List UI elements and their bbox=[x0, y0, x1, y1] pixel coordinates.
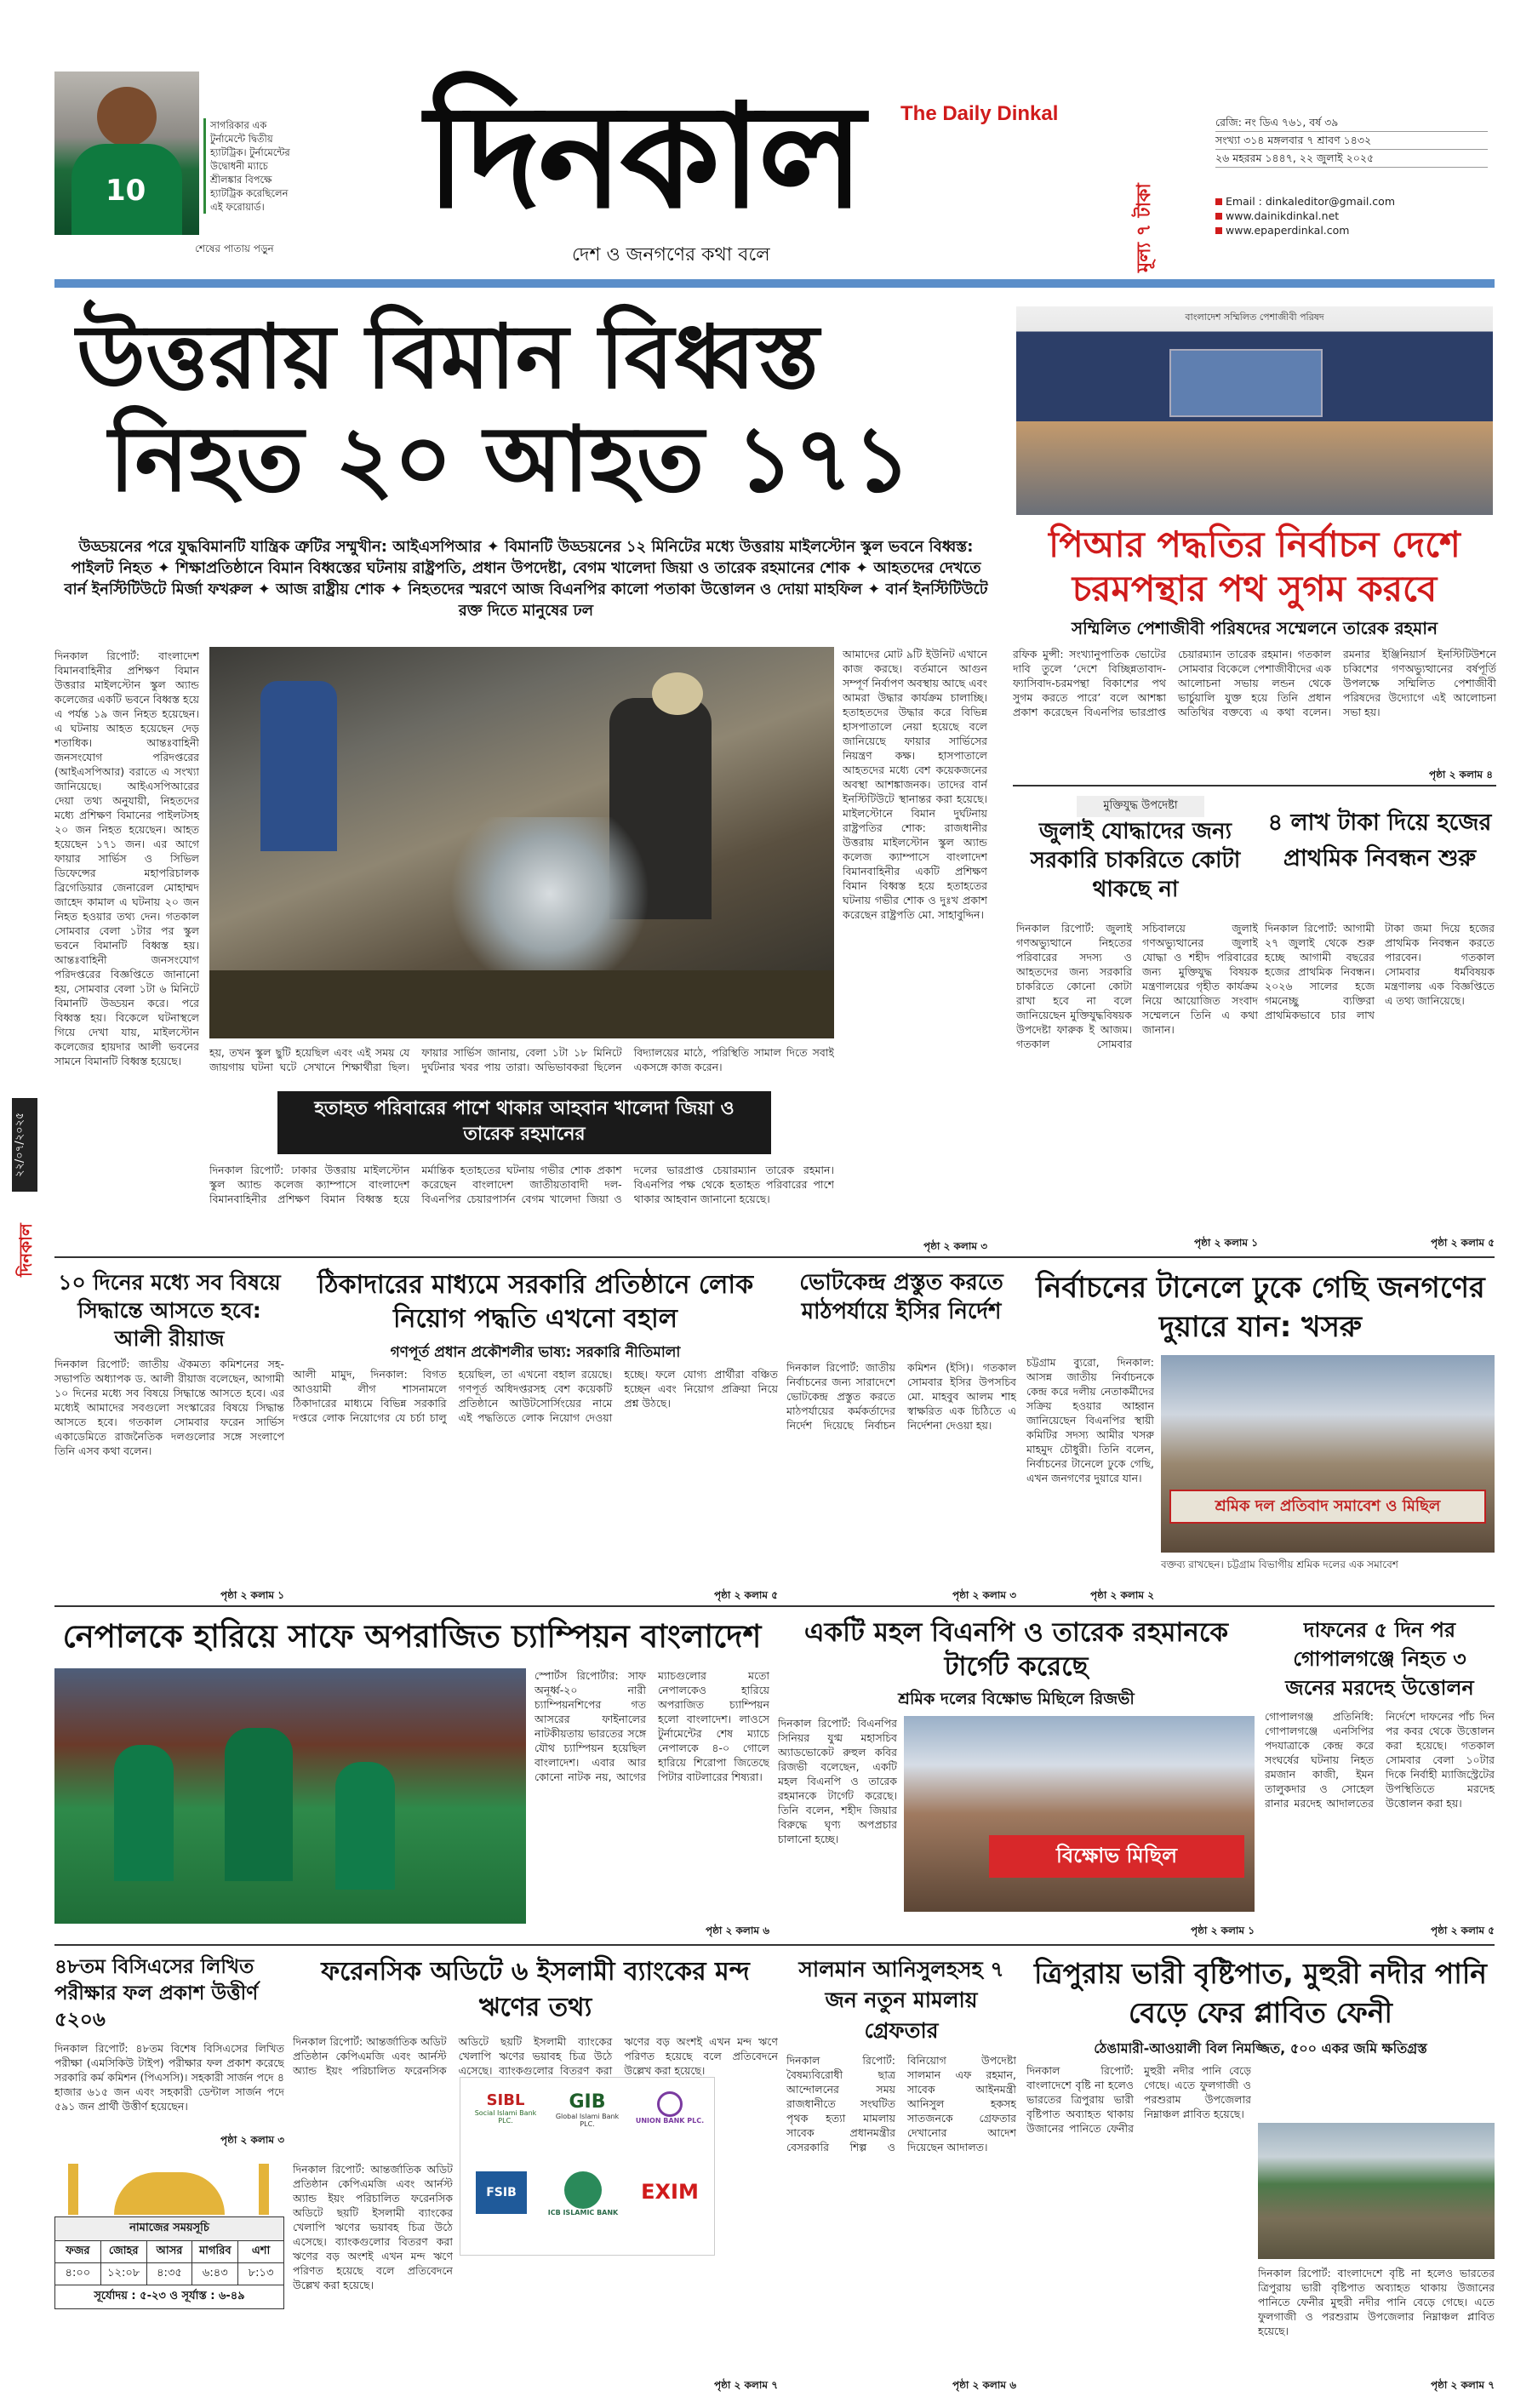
protest-photo bbox=[904, 1716, 1255, 1912]
union-logo[interactable] bbox=[631, 2091, 709, 2142]
flood-photo bbox=[1258, 2123, 1495, 2259]
prayer-table bbox=[54, 2216, 284, 2309]
july-kicker: মুক্তিযুদ্ধ উপদেষ্টা bbox=[1077, 796, 1204, 817]
tripura-subhead: ঠেঙামারী-আওয়ালী বিল নিমজ্জিত, ৫০০ একর জমি ক্ষতিগ্রস্ত bbox=[1094, 2040, 1427, 2056]
ali-headline: ১০ দিনের মধ্যে সব বিষয়ে সিদ্ধান্তে আসতে হবে: আলী রীয়াজ bbox=[58, 1270, 281, 1351]
contract-body: আলী মামুদ, দিনকাল: বিগত আওয়ামী লীগ শাসনামলে ঠিকাদারের মাধ্যমে বিভিন্ন সরকারি দপ্তরে লোক নিয়োগের যে চর্চা চালু হয়েছিল, তা এখনো বহাল রয়েছে। গণপূর্ত অধিদপ্তরসহ বেশ কয়েকটি প্রতিষ্ঠানে আউটসোর্সিংয়ের নামে এই পদ্ধতিতে লোক নিয়োগ দেওয়া হচ্ছে। ফলে যোগ্য প্রার্থীরা বঞ্চিত হচ্ছেন এবং নিয়োগ প্রক্রিয়া নিয়ে প্রশ্ন উঠছে। bbox=[293, 1368, 778, 1424]
sidebar-date: ২২/০৭/২০২৫ bbox=[12, 1098, 37, 1192]
july-headline: জুলাই যোদ্ধাদের জন্য সরকারি চাকরিতে কোটা থাকছে না bbox=[1030, 819, 1241, 902]
ali-body: দিনকাল রিপোর্ট: জাতীয় ঐকমত্য কমিশনের সহ-সভাপতি অধ্যাপক ড. আলী রীয়াজ বলেছেন, আগামী ১০ দিনের মধ্যে সব বিষয়ে সিদ্ধান্তে আসতে হবে। এর মধ্যেই আমাদের সবগুলো সংস্কারের বিষয়ে সিদ্ধান্ত আসতে হবে। গতকাল সোমবার ফরেন সার্ভিস একাডেমিতে রাজনৈতিক দলগুলোর সঙ্গে সংলাপে তিনি এসব কথা বলেন। bbox=[54, 1358, 284, 1457]
gib-logo[interactable] bbox=[549, 2091, 626, 2142]
issue-number: সংখ্যা ৩১৪ মঙ্গলবার ৭ শ্রাবণ ১৪৩২ bbox=[1215, 131, 1488, 149]
prayer-header: এশা bbox=[251, 2245, 271, 2257]
web-link-1[interactable]: www.dainikdinkal.net bbox=[1215, 209, 1488, 223]
issue-date: ২৬ মহররম ১৪৪৭, ২২ জুলাই ২০২৫ bbox=[1215, 149, 1488, 168]
saff-headline: নেপালকে হারিয়ে সাফে অপরাজিত চ্যাম্পিয়ন বাংলাদেশ bbox=[62, 1618, 762, 1655]
gib-text: GIB bbox=[569, 2091, 606, 2113]
exim-logo[interactable] bbox=[631, 2180, 709, 2231]
bnp-headline: একটি মহল বিএনপি ও তারেক রহমানকে টার্গেট করেছে bbox=[803, 1617, 1229, 1682]
right-body: রফিক মুন্সী: সংখ্যানুপাতিক ভোটের দাবি তুলে ‘দেশে বিচ্ছিন্নতাবাদ-ফ্যাসিবাদ-চরমপন্থা বিকাশের পথ সুগম করতে পারে’ বলে আশঙ্কা প্রকাশ করেছেন বিএনপির ভারপ্রাপ্ত চেয়ারম্যান তারেক রহমান। গতকাল সোমবার বিকেলে পেশাজীবীদের এক আলোচনা সভায় লন্ডন থেকে ভার্চুয়ালি যুক্ত হয়ে তিনি প্রধান অতিথির বক্তব্যে এ কথা বলেন। রমনার ইঞ্জিনিয়ার্স ইনস্টিটিউশনে চব্বিশের গণঅভ্যুত্থানের বর্ষপূর্তি উপলক্ষে সম্মিলিত পেশাজীবী পরিষদের উদ্যোগে এই আলোচনা সভা হয়। bbox=[1013, 648, 1496, 718]
salman-body: দিনকাল রিপোর্ট: বৈষম্যবিরোধী ছাত্র আন্দোলনের সময় রাজধানীতে সংঘটিত পৃথক হত্যা মামলায় সাবেক প্রধানমন্ত্রীর বেসরকারি শিল্প ও বিনিয়োগ উপদেষ্টা সালমান এফ রহমান, সাবেক আইনমন্ত্রী আনিসুল হকসহ সাতজনকে গ্রেফতার দেখানোর আদেশ দিয়েছেন আদালত। bbox=[786, 2054, 1016, 2153]
pullquote-text: হতাহত পরিবারের পাশে থাকার আহবান খালেদা জিয়া ও তারেক রহমানের bbox=[314, 1098, 735, 1145]
lead-body-right: আমাদের মোট ৯টি ইউনিট এখানে কাজ করছে। বর্তমানে আগুন সম্পূর্ণ নির্বাপণ অবস্থায় আছে এবং আমরা উদ্ধার কার্যক্রম চালাচ্ছি। হতাহতদের উদ্ধার করে বিভিন্ন হাসপাতালে নেয়া হয়েছে বলে জানিয়েছে ফায়ার সার্ভিসের নিয়ন্ত্রণ কক্ষ। হাসপাতালে আহতদের মধ্যে বেশ কয়েকজনের অবস্থা আশঙ্কাজনক। তাদের বার্ন ইনস্টিটিউটে স্থানান্তর করা হয়েছে। মাইলস্টোনে বিমান দুর্ঘটনায় রাষ্ট্রপতির শোক: রাজধানীর উত্তরায় মাইলস্টোন স্কুল অ্যান্ড কলেজ ক্যাম্পাসে বাংলাদেশ বিমানবাহিনীর একটি প্রশিক্ষণ বিমান বিধ্বস্ত হয়ে হতাহতের ঘটনায় গভীর শোক ও দুঃখ প্রকাশ করেছেন রাষ্ট্রপতি মো. সাহাবুদ্দিন। bbox=[843, 648, 987, 921]
right-continue[interactable]: পৃষ্ঠা ২ কলাম ৪ bbox=[1428, 769, 1493, 781]
promo-box[interactable] bbox=[54, 71, 296, 260]
masthead-tagline: দেশ ও জনগণের কথা বলে bbox=[572, 244, 770, 266]
icb-text: ICB ISLAMIC BANK bbox=[547, 2209, 619, 2216]
web-icon bbox=[1215, 227, 1222, 234]
masthead-rule bbox=[54, 279, 1495, 288]
row-divider bbox=[54, 1944, 1495, 1946]
football-photo bbox=[54, 1668, 526, 1924]
prayer-title: নামাজের সময়সূচি bbox=[55, 2217, 283, 2241]
gopal-continue[interactable]: পৃষ্ঠা ২ কলাম ৫ bbox=[1430, 1925, 1495, 1936]
masthead-english: The Daily Dinkal bbox=[900, 102, 1059, 125]
bnp-continue[interactable]: পৃষ্ঠা ২ কলাম ১ bbox=[1190, 1925, 1255, 1936]
khasru-continue[interactable]: পৃষ্ঠা ২ কলাম ২ bbox=[1089, 1589, 1154, 1601]
masthead-title: দিনকাল bbox=[426, 71, 862, 240]
pullquote-box bbox=[277, 1091, 771, 1154]
khasru-body: চট্টগ্রাম ব্যুরো, দিনকাল: আসন্ন জাতীয় নির্বাচনকে কেন্দ্র করে দলীয় নেতাকর্মীদের সক্রিয় হওয়ার আহ্বান জানিয়েছেন বিএনপির স্থায়ী কমিটির সদস্য আমীর খসরু মাহমুদ চৌধুরী। তিনি বলেন, নির্বাচনের টানেলে ঢুকে গেছি, এখন জনগণের দুয়ারে যান। bbox=[1026, 1356, 1154, 1484]
ec-continue[interactable]: পৃষ্ঠা ২ কলাম ৩ bbox=[952, 1589, 1016, 1601]
lead-body-mid: হয়, তখন স্কুল ছুটি হয়েছিল এবং এই সময় যে জায়গায় ঘটনা ঘটে সেখানে শিক্ষার্থীরা ছিল। ফায়ার সার্ভিস জানায়, বেলা ১টা ১৮ মিনিটে দুর্ঘটনার খবর পায় তারা। অভিভাবকরা ছিলেন বিদ্যালয়ের মাঠে, পরিস্থিতি সামাল দিতে সবাই একসঙ্গে কাজ করেন। bbox=[209, 1046, 834, 1073]
contract-continue[interactable]: পৃষ্ঠা ২ কলাম ৫ bbox=[713, 1589, 778, 1601]
july-body: দিনকাল রিপোর্ট: জুলাই গণঅভ্যুত্থানে নিহতের পরিবারের সদস্য ও আহতদের জন্য সরকারি চাকরিতে কোনো কোটা রাখা হবে না বলে জানিয়েছেন মুক্তিযুদ্ধবিষয়ক উপদেষ্টা ফারুক ই আজম। গতকাল সোমবার সচিবালয়ে জুলাই গণঅভ্যুত্থানের জুলাই যোদ্ধা ও শহীদ পরিবারের জন্য মুক্তিযুদ্ধ বিষয়ক মন্ত্রণালয়ের গৃহীত কার্যক্রম নিয়ে আয়োজিত সংবাদ সম্মেলনে তিনি এ কথা জানান। bbox=[1016, 922, 1258, 1050]
khasru-headline: নির্বাচনের টানেলে ঢুকে গেছি জনগণের দুয়ারে যান: খসরু bbox=[1036, 1271, 1485, 1344]
hajj-headline: ৪ লাখ টাকা দিয়ে হজের প্রাথমিক নিবন্ধন শুরু bbox=[1267, 809, 1492, 872]
crash-photo bbox=[209, 647, 834, 1038]
forensic-headline: ফরেনসিক অডিটে ৬ ইসলামী ব্যাংকের মন্দ ঋণের তথ্য bbox=[321, 1957, 750, 2022]
pull-body: দিনকাল রিপোর্ট: ঢাকার উত্তরায় মাইলস্টোন স্কুল অ্যান্ড কলেজ ক্যাম্পাসে বাংলাদেশ বিমানবাহিনীর প্রশিক্ষণ বিমান বিধ্বস্ত হয়ে মর্মান্তিক হতাহতের ঘটনায় গভীর শোক প্রকাশ করেছেন বাংলাদেশ জাতীয়তাবাদী দল-বিএনপির চেয়ারপার্সন বেগম খালেদা জিয়া ও দলের ভারপ্রাপ্ত চেয়ারম্যান তারেক রহমান। বিএনপির পক্ষ থেকে হতাহত পরিবারের পাশে থাকার আহবান জানানো হয়েছে। bbox=[209, 1164, 834, 1205]
email-link[interactable]: Email : dinkaleditor@gmail.com bbox=[1215, 194, 1488, 209]
right-headline: পিআর পদ্ধতির নির্বাচন দেশে চরমপন্থার পথ সুগম করবে bbox=[1049, 523, 1461, 609]
forensic-body-left: দিনকাল রিপোর্ট: আন্তর্জাতিক অডিট প্রতিষ্ঠান কেপিএমজি এবং আর্নস্ট অ্যান্ড ইয়ং পরিচালিত ফরেনসিক অডিটে ছয়টি ইসলামী ব্যাংকের খেলাপি ঋণের ভয়াবহ চিত্র উঠে এসেছে। ব্যাংকগুলোর বিতরণ করা ঋণের বড় অংশই এখন মন্দ ঋণে পরিণত হয়েছে বলে প্রতিবেদনে উল্লেখ করা হয়েছে। bbox=[293, 2163, 453, 2291]
email-icon bbox=[1215, 198, 1222, 205]
forensic-continue[interactable]: পৃষ্ঠা ২ কলাম ৭ bbox=[713, 2379, 778, 2391]
row-divider bbox=[54, 1605, 1495, 1607]
prayer-time: ৪:৩৫ bbox=[147, 2263, 193, 2285]
prayer-header: ফজর bbox=[55, 2241, 101, 2262]
tripura-body-right: দিনকাল রিপোর্ট: বাংলাদেশে বৃষ্টি না হলেও ভারতের ত্রিপুরায় ভারী বৃষ্টিপাত অব্যাহত থাকায় উজানের পানিতে ফেনীর মুহুরী নদীর পানি বেড়ে গেছে। এতে ফুলগাজী ও পরশুরাম উপজেলার নিম্নাঞ্চল প্লাবিত হয়েছে। bbox=[1258, 2267, 1495, 2337]
prayer-header: আসর bbox=[147, 2241, 193, 2262]
promo-more[interactable]: শেষের পাতায় পড়ুন bbox=[195, 243, 274, 255]
salman-continue[interactable]: পৃষ্ঠা ২ কলাম ৬ bbox=[952, 2379, 1016, 2391]
contact-info bbox=[1215, 194, 1488, 237]
prayer-header: মাগরিব bbox=[192, 2241, 238, 2262]
tripura-continue[interactable]: পৃষ্ঠা ২ কলাম ৭ bbox=[1430, 2379, 1495, 2391]
sibl-text: SIBL bbox=[486, 2091, 525, 2109]
gopal-headline: দাফনের ৫ দিন পর গোপালগঞ্জে নিহত ৩ জনের মরদেহ উত্তোলন bbox=[1285, 1618, 1474, 1700]
player-photo bbox=[54, 71, 199, 235]
lead-continue[interactable]: পৃষ্ঠা ২ কলাম ৩ bbox=[923, 1240, 987, 1252]
conference-banner: বাংলাদেশ সম্মিলিত পেশাজীবী পরিষদ bbox=[1185, 312, 1324, 323]
july-continue[interactable]: পৃষ্ঠা ২ কলাম ১ bbox=[1193, 1237, 1258, 1249]
sibl-sub: Social Islami Bank PLC. bbox=[474, 2109, 537, 2125]
icb-logo[interactable] bbox=[540, 2171, 626, 2239]
jersey-number: 10 bbox=[106, 174, 146, 208]
union-icon bbox=[657, 2091, 683, 2117]
union-text: UNION BANK PLC. bbox=[635, 2117, 705, 2125]
rally-banner: শ্রমিক দল প্রতিবাদ সমাবেশ ও মিছিল bbox=[1169, 1490, 1486, 1524]
bcs-body: দিনকাল রিপোর্ট: ৪৮তম বিশেষ বিসিএসের লিখিত পরীক্ষা (এমসিকিউ টাইপ) পরীক্ষার ফল প্রকাশ করেছে সরকারি কর্ম কমিশন (পিএসসি)। সহকারী সার্জন পদে ৪ হাজার ৬১৫ জন এবং সহকারী ডেন্টাল সার্জন পদে ৫৯১ জন প্রার্থী উত্তীর্ণ হয়েছেন। bbox=[54, 2042, 284, 2113]
conference-photo bbox=[1016, 306, 1493, 515]
sidebar-name: দিনকাল bbox=[15, 1223, 36, 1277]
icb-icon bbox=[564, 2171, 602, 2209]
contract-subhead: গণপূর্ত প্রধান প্রকৌশলীর ভাষ্য: সরকারি নীতিমালা bbox=[390, 1344, 681, 1361]
ec-body: দিনকাল রিপোর্ট: জাতীয় নির্বাচনের জন্য সারাদেশে ভোটকেন্দ্র প্রস্তুত করতে মাঠপর্যায়ের কর্মকর্তাদের নির্দেশ দিয়েছে নির্বাচন কমিশন (ইসি)। গতকাল সোমবার ইসির উপসচিব মো. মাহবুব আলম শাহ স্বাক্ষরিত এক চিঠিতে এ নির্দেশনা দেওয়া হয়। bbox=[786, 1361, 1016, 1432]
contract-headline: ঠিকাদারের মাধ্যমে সরকারি প্রতিষ্ঠানে লোক নিয়োগ পদ্ধতি এখনো বহাল bbox=[317, 1270, 754, 1334]
prayer-time: ১২:০৮ bbox=[101, 2263, 147, 2285]
gib-sub: Global Islami Bank PLC. bbox=[555, 2113, 620, 2128]
reg-number: রেজি: নং ডিএ ৭৬১, বর্ষ ৩৯ bbox=[1215, 116, 1339, 129]
bnp-subhead: শ্রমিক দলের বিক্ষোভ মিছিলে রিজভী bbox=[898, 1690, 1135, 1708]
tripura-headline: ত্রিপুরায় ভারী বৃষ্টিপাত, মুহুরী নদীর পানি বেড়ে ফের প্লাবিত ফেনী bbox=[1033, 1957, 1488, 2029]
mosque-graphic bbox=[54, 2155, 284, 2215]
web-link-2[interactable]: www.epaperdinkal.com bbox=[1215, 223, 1488, 237]
divider bbox=[1013, 785, 1496, 786]
ali-continue[interactable]: পৃষ্ঠা ২ কলাম ১ bbox=[220, 1589, 284, 1601]
price-label: মূল্য ৭ টাকা bbox=[1134, 183, 1155, 272]
sun-times: সূর্যোদয় : ৫-২৩ ও সূর্যাস্ত : ৬-৪৯ bbox=[94, 2290, 245, 2302]
fsib-logo[interactable] bbox=[467, 2171, 535, 2239]
lead-headline-1: উত্তরায় বিমান বিধ্বস্ত bbox=[77, 305, 820, 409]
bnp-body: দিনকাল রিপোর্ট: বিএনপির সিনিয়র যুগ্ম মহাসচিব অ্যাডভোকেট রুহুল কবির রিজভী বলেছেন, একটি মহল বিএনপি ও তারেক রহমানকে টার্গেট করেছে। তিনি বলেন, শহীদ জিয়ার বিরুদ্ধে ঘৃণ্য অপপ্রচার চালানো হচ্ছে। bbox=[778, 1717, 897, 1845]
bank-ads bbox=[460, 2077, 715, 2256]
prayer-time: ৪:০০ bbox=[55, 2263, 101, 2285]
salman-headline: সালমান আনিসুলহসহ ৭ জন নতুন মামলায় গ্রেফতার bbox=[798, 1957, 1004, 2043]
lead-deck: উড্ডয়নের পরে যুদ্ধবিমানটি যান্ত্রিক ত্রুটির সম্মুখীন: আইএসপিআর ✦ বিমানটি উড্ডয়নের ১২ মিনিটের মধ্যে উত্তরায় মাইলস্টোন স্কুল ভবনে বিধ্বস্ত: পাইলট নিহত ✦ শিক্ষাপ্রতিষ্ঠানে বিমান বিধ্বস্তের ঘটনায় রাষ্ট্রপতি, প্রধান উপদেষ্টা, বেগম খালেদা জিয়া ও তারেক রহমানের শোক ✦ আহতদের দেখতে বার্ন ইনস্টিটিউটে মির্জা ফখরুল ✦ আজ রাষ্ট্রীয় শোক ✦ নিহতদের স্মরণে আজ বিএনপির কালো পতাকা উত্তোলন ও দোয়া মাহফিল ✦ বার্ন ইনস্টিটিউটে রক্ত দিতে মানুষের ঢল bbox=[64, 538, 988, 620]
bcs-continue[interactable]: পৃষ্ঠা ২ কলাম ৩ bbox=[220, 2134, 284, 2146]
lead-body-left: দিনকাল রিপোর্ট: বাংলাদেশ বিমানবাহিনীর প্রশিক্ষণ বিমান উত্তরার মাইলস্টোন স্কুল অ্যান্ড কলেজের একটি ভবনে বিধ্বস্ত হয়ে এ পর্যন্ত ১৯ জন নিহত হয়েছেন। এ ঘটনায় আহত হয়েছেন দেড় শতাধিক। আন্তঃবাহিনী জনসংযোগ পরিদপ্তরের (আইএসপিআর) বরাতে এ সংখ্যা জানিয়েছে। আইএসপিআরের দেয়া তথ্য অনুযায়ী, নিহতদের মধ্যে প্রশিক্ষণ বিমানের পাইলটসহ ২০ জন নিহত হয়েছেন। আহত হয়েছেন ১৭১ জন। এর আগে ফায়ার সার্ভিস ও সিভিল ডিফেন্সের মহাপরিচালক ব্রিগেডিয়ার জেনারেল মোহাম্মদ জাহেদ কামাল এ ঘটনায় ২০ জন নিহত হওয়ার তথ্য দেন। গতকাল সোমবার বেলা ১টার পর স্কুল ভবনে বিমানটি বিধ্বস্ত হয়। আন্তঃবাহিনী জনসংযোগ পরিদপ্তরের বিজ্ঞপ্তিতে জানানো হয়, সোমবার বেলা ১টা ৬ মিনিটে বিমানটি উড্ডয়ন করে। পরে বিধ্বস্ত হয়। বিকেলে ঘটনাস্থলে গিয়ে দেখা যায়, মাইলস্টোন কলেজের হায়দার আলী ভবনের সামনে বিমানটি বিধ্বস্ত হয়েছে। bbox=[54, 649, 199, 1067]
exim-text: EXIM bbox=[641, 2180, 699, 2204]
sibl-logo[interactable] bbox=[467, 2091, 544, 2142]
saff-body: স্পোর্টস রিপোর্টার: সাফ অনূর্ধ্ব-২০ নারী চ্যাম্পিয়নশিপের গত আসরের ফাইনালের নাটকীয়তায় ভারতের সঙ্গে যৌথ চ্যাম্পিয়ন হয়েছিল বাংলাদেশ। এবার আর কোনো নাটক নয়, আগের ম্যাচগুলোর মতো নেপালকেও হারিয়ে অপরাজিত চ্যাম্পিয়ন হলো বাংলাদেশ। লাওসে টুর্নামেন্টের শেষ ম্যাচে নেপালকে ৪-০ গোলে হারিয়ে শিরোপা জিতেছে পিটার বাটলারের শিষ্যরা। bbox=[534, 1669, 769, 1783]
rally-caption: বক্তব্য রাখছেন। চট্টগ্রাম বিভাগীয় শ্রমিক দলের এক সমাবেশ bbox=[1161, 1559, 1398, 1570]
fsib-text: FSIB bbox=[476, 2171, 527, 2214]
hajj-continue[interactable]: পৃষ্ঠা ২ কলাম ৫ bbox=[1430, 1237, 1495, 1249]
protest-banner: বিক্ষোভ মিছিল bbox=[989, 1835, 1244, 1878]
rally-photo bbox=[1161, 1355, 1495, 1553]
right-subhead: সম্মিলিত পেশাজীবী পরিষদের সম্মেলনে তারেক রহমান bbox=[1071, 618, 1438, 638]
forensic-body: দিনকাল রিপোর্ট: আন্তর্জাতিক অডিট প্রতিষ্ঠান কেপিএমজি এবং আর্নস্ট অ্যান্ড ইয়ং পরিচালিত ফরেনসিক অডিটে ছয়টি ইসলামী ব্যাংকের খেলাপি ঋণের ভয়াবহ চিত্র উঠে এসেছে। ব্যাংকগুলোর বিতরণ করা ঋণের বড় অংশই এখন মন্দ ঋণে পরিণত হয়েছে বলে প্রতিবেদনে উল্লেখ করা হয়েছে। bbox=[293, 2035, 778, 2077]
row-divider bbox=[54, 1256, 1495, 1258]
bcs-headline: ৪৮তম বিসিএসের লিখিত পরীক্ষার ফল প্রকাশ উত্তীর্ণ ৫২০৬ bbox=[54, 1956, 259, 2031]
hajj-body: দিনকাল রিপোর্ট: আগামী ২৭ জুলাই থেকে শুরু হচ্ছে আগামী বছরের হজের প্রাথমিক নিবন্ধন। ২০২৬ সালের হজে গমনেচ্ছু ব্যক্তিরা প্রাথমিকভাবে চার লাখ টাকা জমা দিয়ে হজের প্রাথমিক নিবন্ধন করতে পারবেন। গতকাল সোমবার ধর্মবিষয়ক মন্ত্রণালয় এক বিজ্ঞপ্তিতে এ তথ্য জানিয়েছে। bbox=[1265, 922, 1495, 1021]
prayer-time: ৬:৪৩ bbox=[192, 2263, 238, 2285]
web-icon bbox=[1215, 213, 1222, 220]
saff-continue[interactable]: পৃষ্ঠা ২ কলাম ৬ bbox=[705, 1925, 769, 1936]
promo-text: সাগরিকার এক টুর্নামেন্টে দ্বিতীয় হ্যাটট্রিক। টুর্নামেন্টের উদ্বোধনী ম্যাচে শ্রীলঙ্কার বিপক্ষে হ্যাটট্রিক করেছিলেন এই ফরোয়ার্ড। bbox=[203, 118, 299, 214]
tripura-body: দিনকাল রিপোর্ট: বাংলাদেশে বৃষ্টি না হলেও ভারতের ত্রিপুরায় ভারী বৃষ্টিপাত অব্যাহত থাকায় উজানের পানিতে ফেনীর মুহুরী নদীর পানি বেড়ে গেছে। এতে ফুলগাজী ও পরশুরাম উপজেলার নিম্নাঞ্চল প্লাবিত হয়েছে। bbox=[1026, 2064, 1251, 2135]
prayer-header: জোহর bbox=[101, 2241, 147, 2262]
lead-headline-2: নিহত ২০ আহত ১৭১ bbox=[109, 407, 912, 512]
issue-info bbox=[1215, 114, 1488, 168]
prayer-time: ৮:১৩ bbox=[248, 2267, 274, 2279]
ec-headline: ভোটকেন্দ্র প্রস্তুত করতে মাঠপর্যায়ে ইসির নির্দেশ bbox=[799, 1270, 1003, 1324]
gopal-body: গোপালগঞ্জ প্রতিনিধি: গোপালগঞ্জে এনসিপির পদযাত্রাকে কেন্দ্র করে সংঘর্ষের ঘটনায় নিহত রমজান কাজী, ইমন তালুকদার ও সোহেল রানার মরদেহ আদালতের নির্দেশে দাফনের পাঁচ দিন পর কবর থেকে উত্তোলন করা হয়েছে। গতকাল সোমবার বেলা ১০টার দিকে নির্বাহী ম্যাজিস্ট্রেটের উপস্থিতিতে মরদেহ উত্তোলন করা হয়। bbox=[1265, 1710, 1495, 1810]
